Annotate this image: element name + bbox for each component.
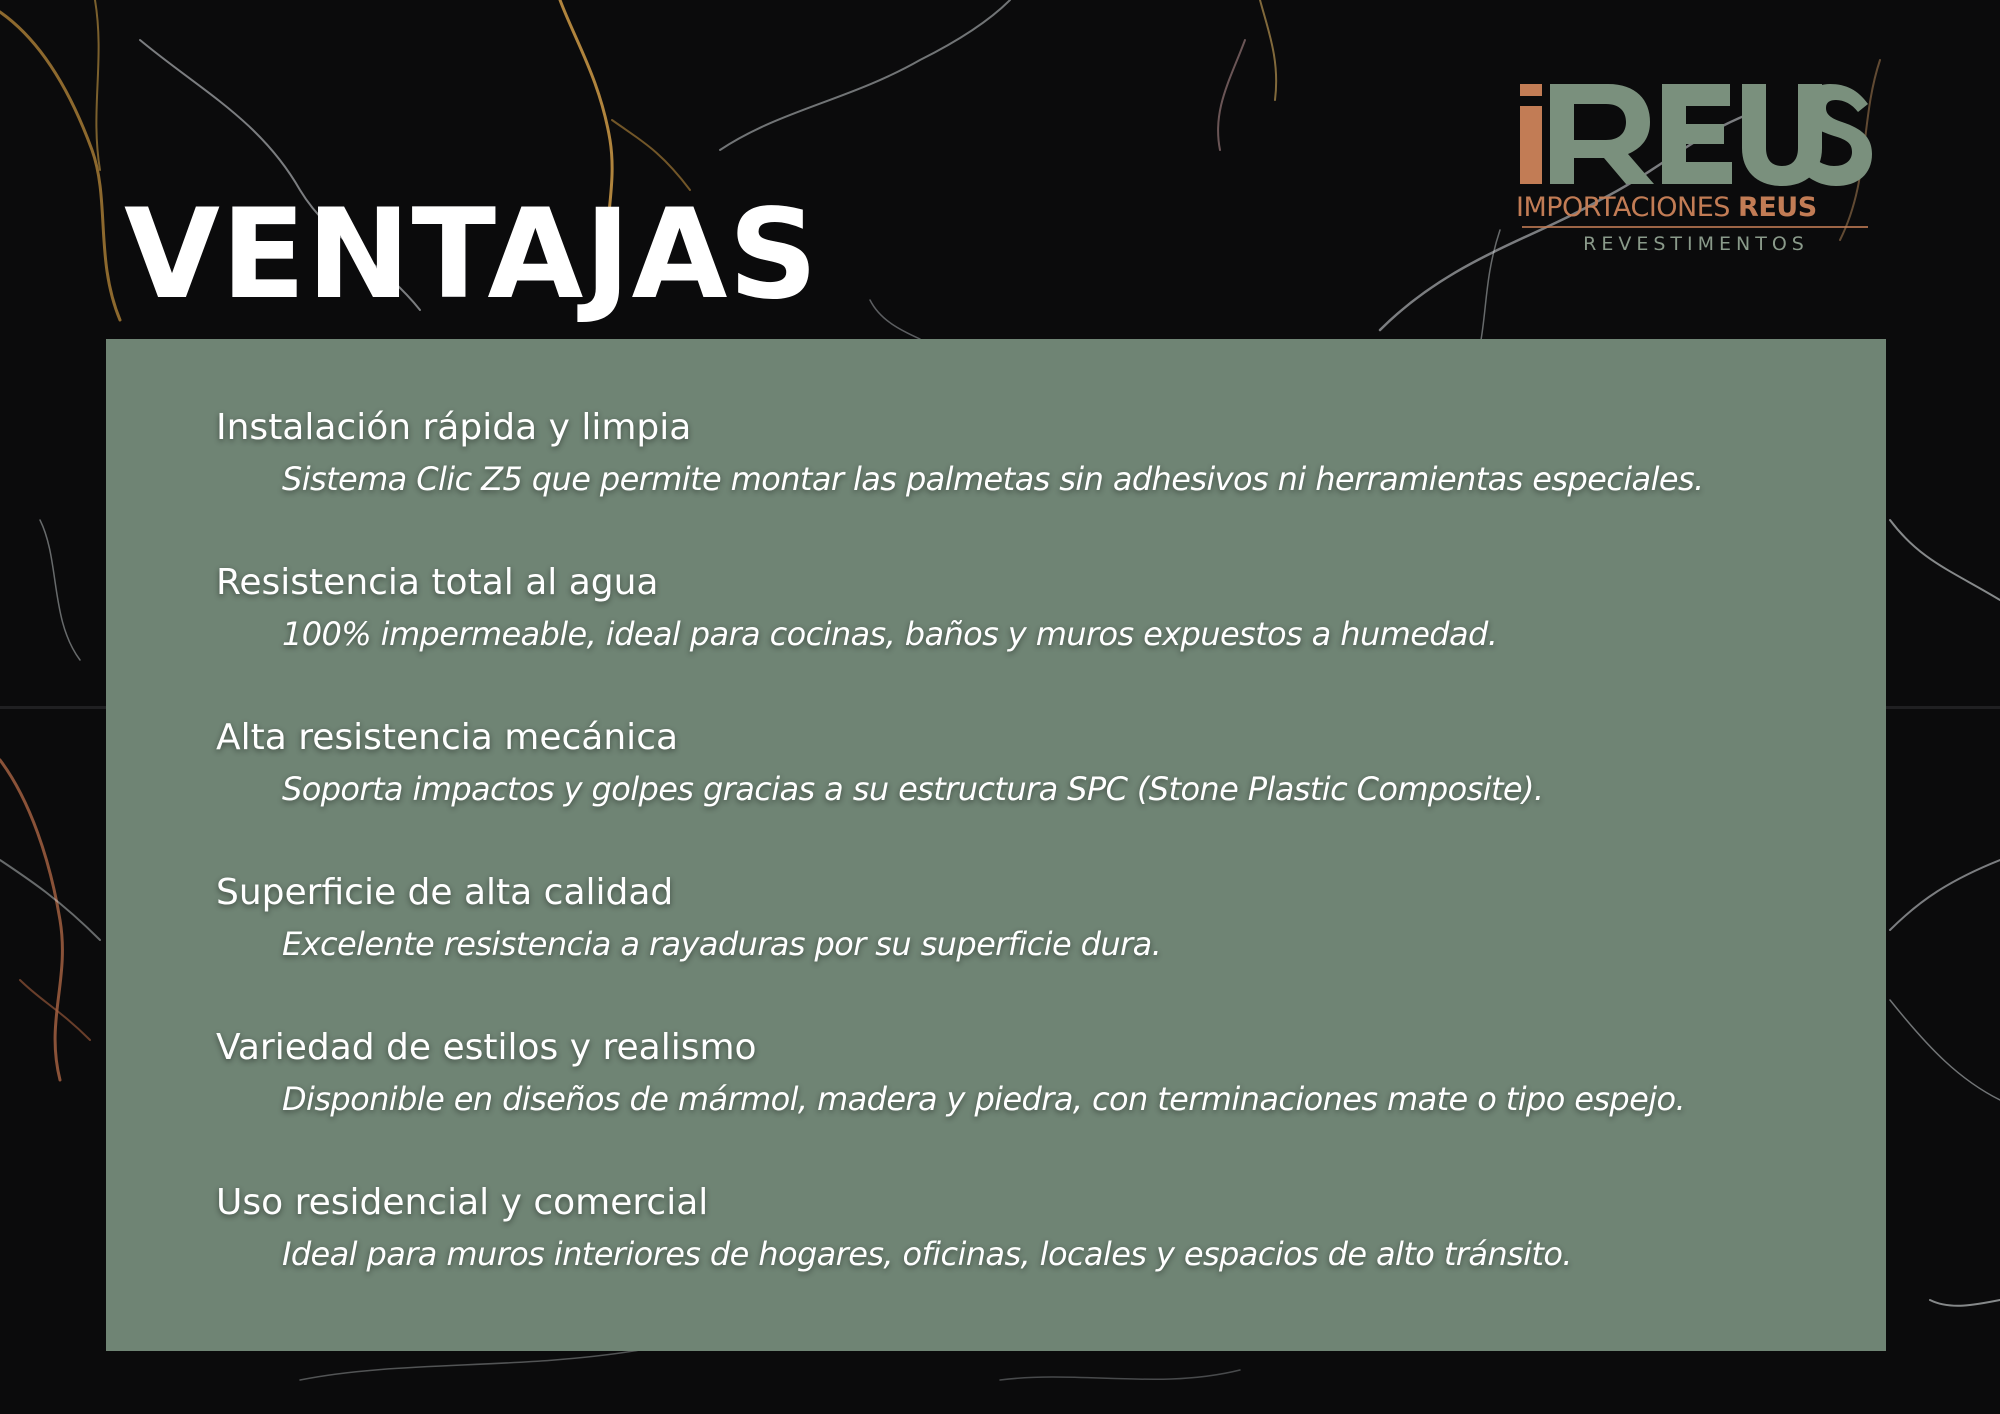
advantage-item	[216, 1178, 1856, 1280]
advantage-description: Excelente resistencia a rayaduras por su superficie dura.	[282, 925, 1162, 963]
advantage-item	[216, 713, 1856, 815]
advantage-description: Sistema Clic Z5 que permite montar las palmetas sin adhesivos ni herramientas especiales.	[282, 460, 1704, 498]
logo-divider	[1522, 226, 1868, 228]
ireus-logo-mark	[1516, 78, 1876, 190]
advantage-title: Variedad de estilos y realismo	[216, 1027, 757, 1068]
advantage-title: Alta resistencia mecánica	[216, 717, 679, 758]
logo-company-prefix: IMPORTACIONES	[1516, 192, 1730, 223]
logo-company-brand: REUS	[1738, 192, 1817, 223]
advantage-title: Resistencia total al agua	[216, 562, 659, 603]
advantage-title: Instalación rápida y limpia	[216, 407, 692, 448]
advantage-item	[216, 558, 1856, 660]
advantage-description: 100% impermeable, ideal para cocinas, baños y muros expuestos a humedad.	[282, 615, 1498, 653]
brand-logo	[1516, 78, 1876, 268]
logo-subtitle: REVESTIMENTOS	[1583, 233, 1809, 255]
advantages-panel	[106, 339, 1886, 1351]
logo-company-name	[1516, 192, 1876, 224]
advantage-description: Ideal para muros interiores de hogares, oficinas, locales y espacios de alto tránsito.	[282, 1235, 1572, 1273]
advantage-item	[216, 1023, 1856, 1125]
advantage-description: Disponible en diseños de mármol, madera y piedra, con terminaciones mate o tipo espejo.	[282, 1080, 1686, 1118]
advantage-title: Superficie de alta calidad	[216, 872, 674, 913]
advantage-title: Uso residencial y comercial	[216, 1182, 709, 1223]
page-title: VENTAJAS	[124, 183, 819, 327]
advantage-item	[216, 868, 1856, 970]
advantage-description: Soporta impactos y golpes gracias a su estructura SPC (Stone Plastic Composite).	[282, 770, 1544, 808]
advantage-item	[216, 403, 1856, 505]
